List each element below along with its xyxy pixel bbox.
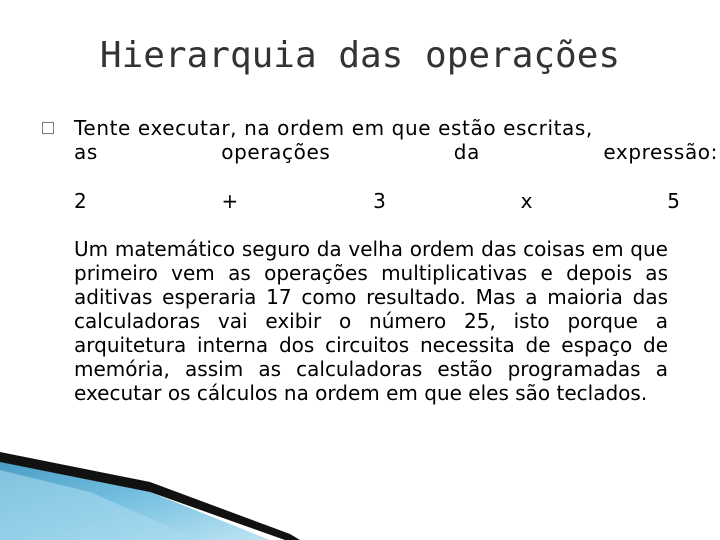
word: da: [453, 140, 480, 164]
expression: [74, 188, 680, 214]
expression-operator: x: [520, 189, 533, 213]
hollow-square-bullet-icon: [42, 122, 54, 134]
expression-term: 3: [373, 189, 386, 213]
slide-title: Hierarquia das operações: [99, 35, 621, 76]
bullet-text-line-2: [74, 140, 718, 164]
word: operações: [221, 140, 331, 164]
explanation-paragraph: Um matemático seguro da velha ordem das coisas em que primeiro vem as operações multiplicativas e depois as aditivas esperaria 17 como resultado. Mas a maioria das calculadoras vai exibir o número 25, isto porque a arquitetura interna dos circuitos necessita de espaço de memória, assim as calculadoras estão programadas a executar os cálculos na ordem em que eles são teclados.: [74, 237, 668, 405]
bullet-text-line-1: Tente executar, na ordem em que estão escritas,: [74, 116, 593, 140]
expression-term: 2: [74, 189, 87, 213]
word: as: [74, 140, 98, 164]
word: expressão:: [603, 140, 718, 164]
expression-term: 5: [667, 189, 680, 213]
expression-operator: +: [221, 189, 239, 213]
